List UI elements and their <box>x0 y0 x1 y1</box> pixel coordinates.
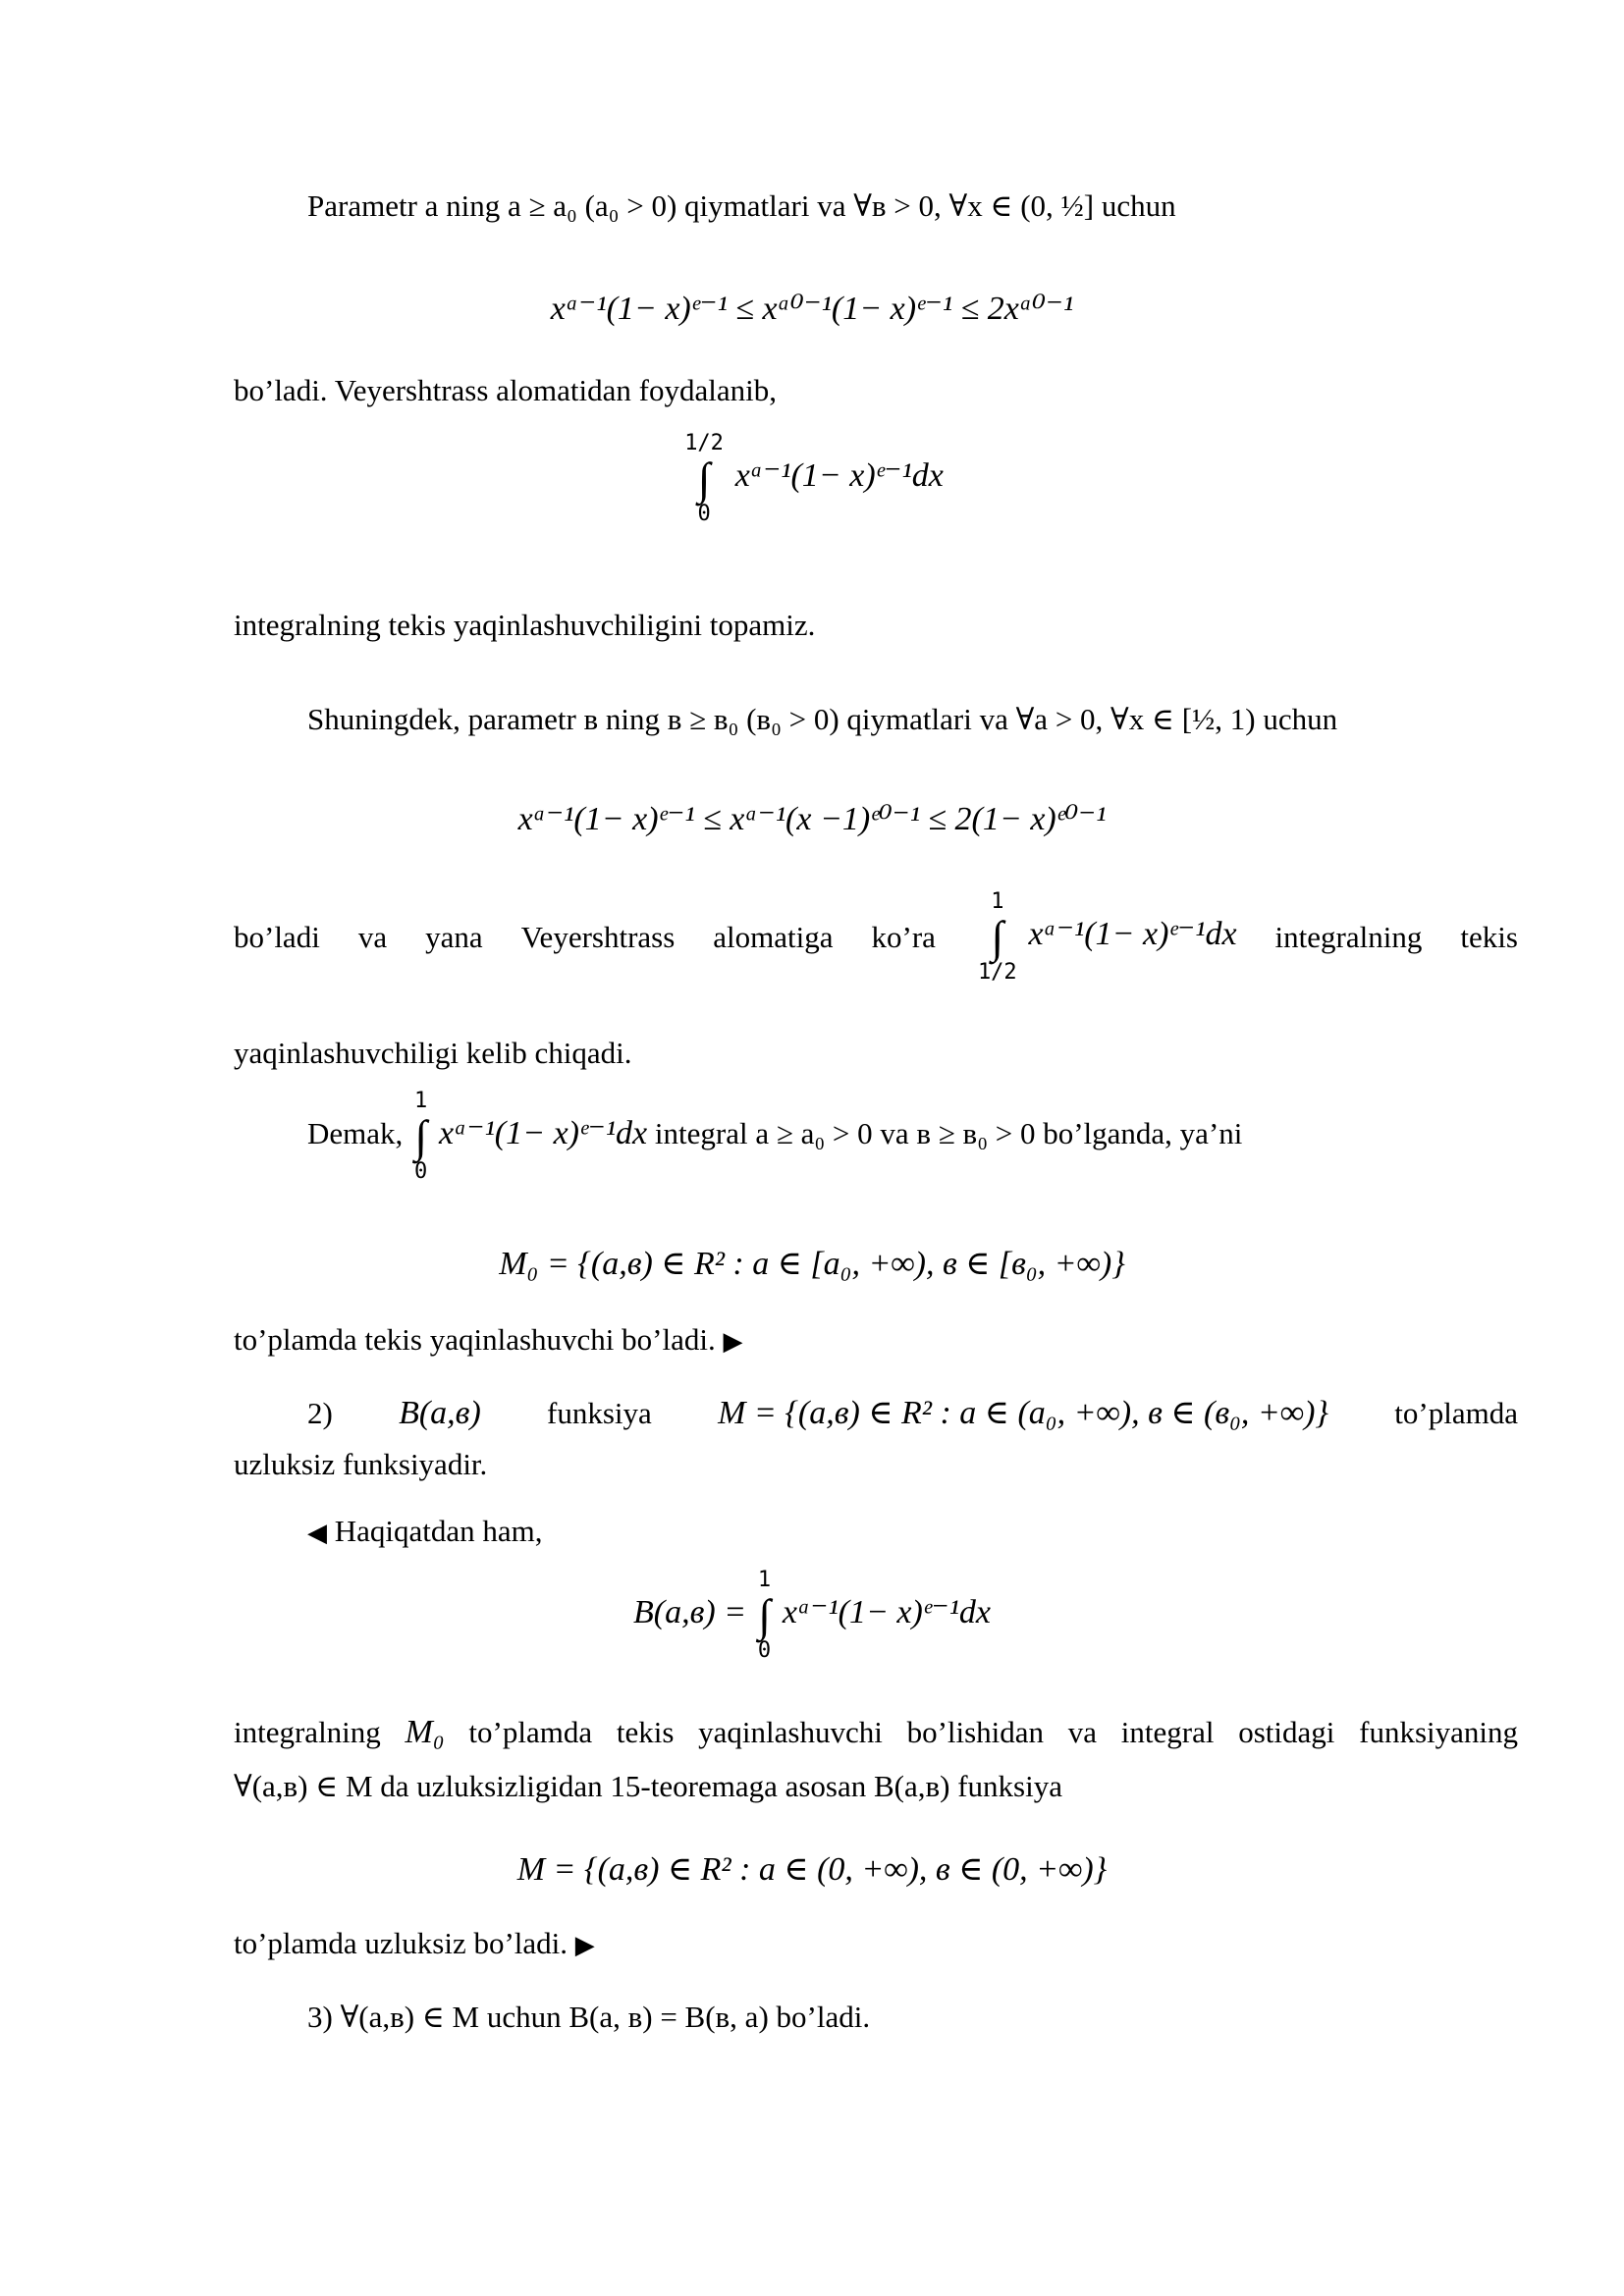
paragraph-yana-veyershtrass: bo’ladi va yana Veyershtrass alomatiga ko’ra 1 ∫ 1/2 xᵃ⁻¹(1− x)ᵉ⁻¹dx integralning tekis <box>234 889 1518 985</box>
formula-inequality-1: xᵃ⁻¹(1− x)ᵉ⁻¹ ≤ xᵃ⁰⁻¹(1− x)ᵉ⁻¹ ≤ 2xᵃ⁰⁻¹ <box>550 291 1074 327</box>
paragraph-tekis-yaqinlashuvchi: to’plamda tekis yaqinlashuvchi bo’ladi. ▶ <box>234 1322 743 1357</box>
paragraph-kelib-chiqadi: yaqinlashuvchiligi kelib chiqadi. <box>234 1036 632 1070</box>
integral-display-1: 1/2 ∫ 0 xᵃ⁻¹(1− x)ᵉ⁻¹dx <box>684 431 944 526</box>
paragraph-item-2: 2) B(a,в) funksiya M = {(a,в) ∈ R² : a ∈ (a₀, +∞), в ∈ (в₀, +∞)} to’plamda <box>307 1395 1518 1431</box>
paragraph-tekis: integralning tekis yaqinlashuvchiligini topamiz. <box>234 608 816 642</box>
integral-2-group: 1 ∫ 1/2 xᵃ⁻¹(1− x)ᵉ⁻¹dx <box>977 889 1237 985</box>
formula-set-m: M = {(a,в) ∈ R² : a ∈ (0, +∞), в ∈ (0, +∞)} <box>516 1851 1108 1888</box>
paragraph-uzluksiz-funksiya: uzluksiz funksiyadir. <box>234 1447 488 1481</box>
formula-set-m0: M₀ = {(a,в) ∈ R² : a ∈ [a₀, +∞), в ∈ [в₀, +∞)} <box>499 1246 1125 1282</box>
paragraph-parametr-a: Parametr a ning a ≥ a₀ (a₀ > 0) qiymatlari va ∀в > 0, ∀x ∈ (0, ½] uchun <box>307 188 1176 223</box>
integral-sign-icon: ∫ <box>697 454 711 504</box>
integral-4: 1 ∫ 0 <box>757 1568 772 1663</box>
paragraph-veyershtrass: bo’ladi. Veyershtrass alomatidan foydalanib, <box>234 373 777 407</box>
integral-1: 1/2 ∫ 0 <box>684 431 724 526</box>
paragraph-item-3: 3) ∀(a,в) ∈ M uchun B(a, в) = B(в, a) bo’ladi. <box>307 2000 871 2034</box>
paragraph-demak: Demak, 1 ∫ 0 xᵃ⁻¹(1− x)ᵉ⁻¹dx integral a ≥ a₀ > 0 va в ≥ в₀ > 0 bo’lganda, ya’ni <box>307 1089 1243 1184</box>
integral-sign-icon: ∫ <box>758 1590 771 1640</box>
paragraph-parametr-b: Shuningdek, parametr в ning в ≥ в₀ (в₀ > 0) qiymatlari va ∀a > 0, ∀x ∈ [½, 1) uchun <box>307 702 1338 736</box>
integral-sign-icon: ∫ <box>414 1111 427 1161</box>
start-proof-icon: ◀ <box>307 1519 327 1548</box>
integral-display-beta: B(a,в) = 1 ∫ 0 xᵃ⁻¹(1− x)ᵉ⁻¹dx <box>633 1568 991 1663</box>
integral-sign-icon: ∫ <box>991 912 1004 962</box>
paragraph-haqiqatdan: ◀ Haqiqatdan ham, <box>307 1514 543 1548</box>
formula-inequality-2: xᵃ⁻¹(1− x)ᵉ⁻¹ ≤ xᵃ⁻¹(x −1)ᵉ⁰⁻¹ ≤ 2(1− x)ᵉ⁰⁻¹ <box>517 801 1107 837</box>
paragraph-uzluksiz-boladi: to’plamda uzluksiz bo’ladi. ▶ <box>234 1926 595 1960</box>
end-proof-icon: ▶ <box>574 1931 595 1960</box>
paragraph-integralning-m0: integralning M₀ to’plamda tekis yaqinlashuvchi bo’lishidan va integral ostidagi funksiyaning <box>234 1714 1518 1750</box>
end-proof-icon: ▶ <box>723 1327 743 1357</box>
paragraph-15-teorema: ∀(a,в) ∈ M da uzluksizligidan 15-teoremaga asosan B(a,в) funksiya <box>234 1769 1062 1803</box>
integral-2: 1 ∫ 1/2 <box>977 889 1017 985</box>
integral-3: 1 ∫ 0 <box>414 1089 428 1184</box>
